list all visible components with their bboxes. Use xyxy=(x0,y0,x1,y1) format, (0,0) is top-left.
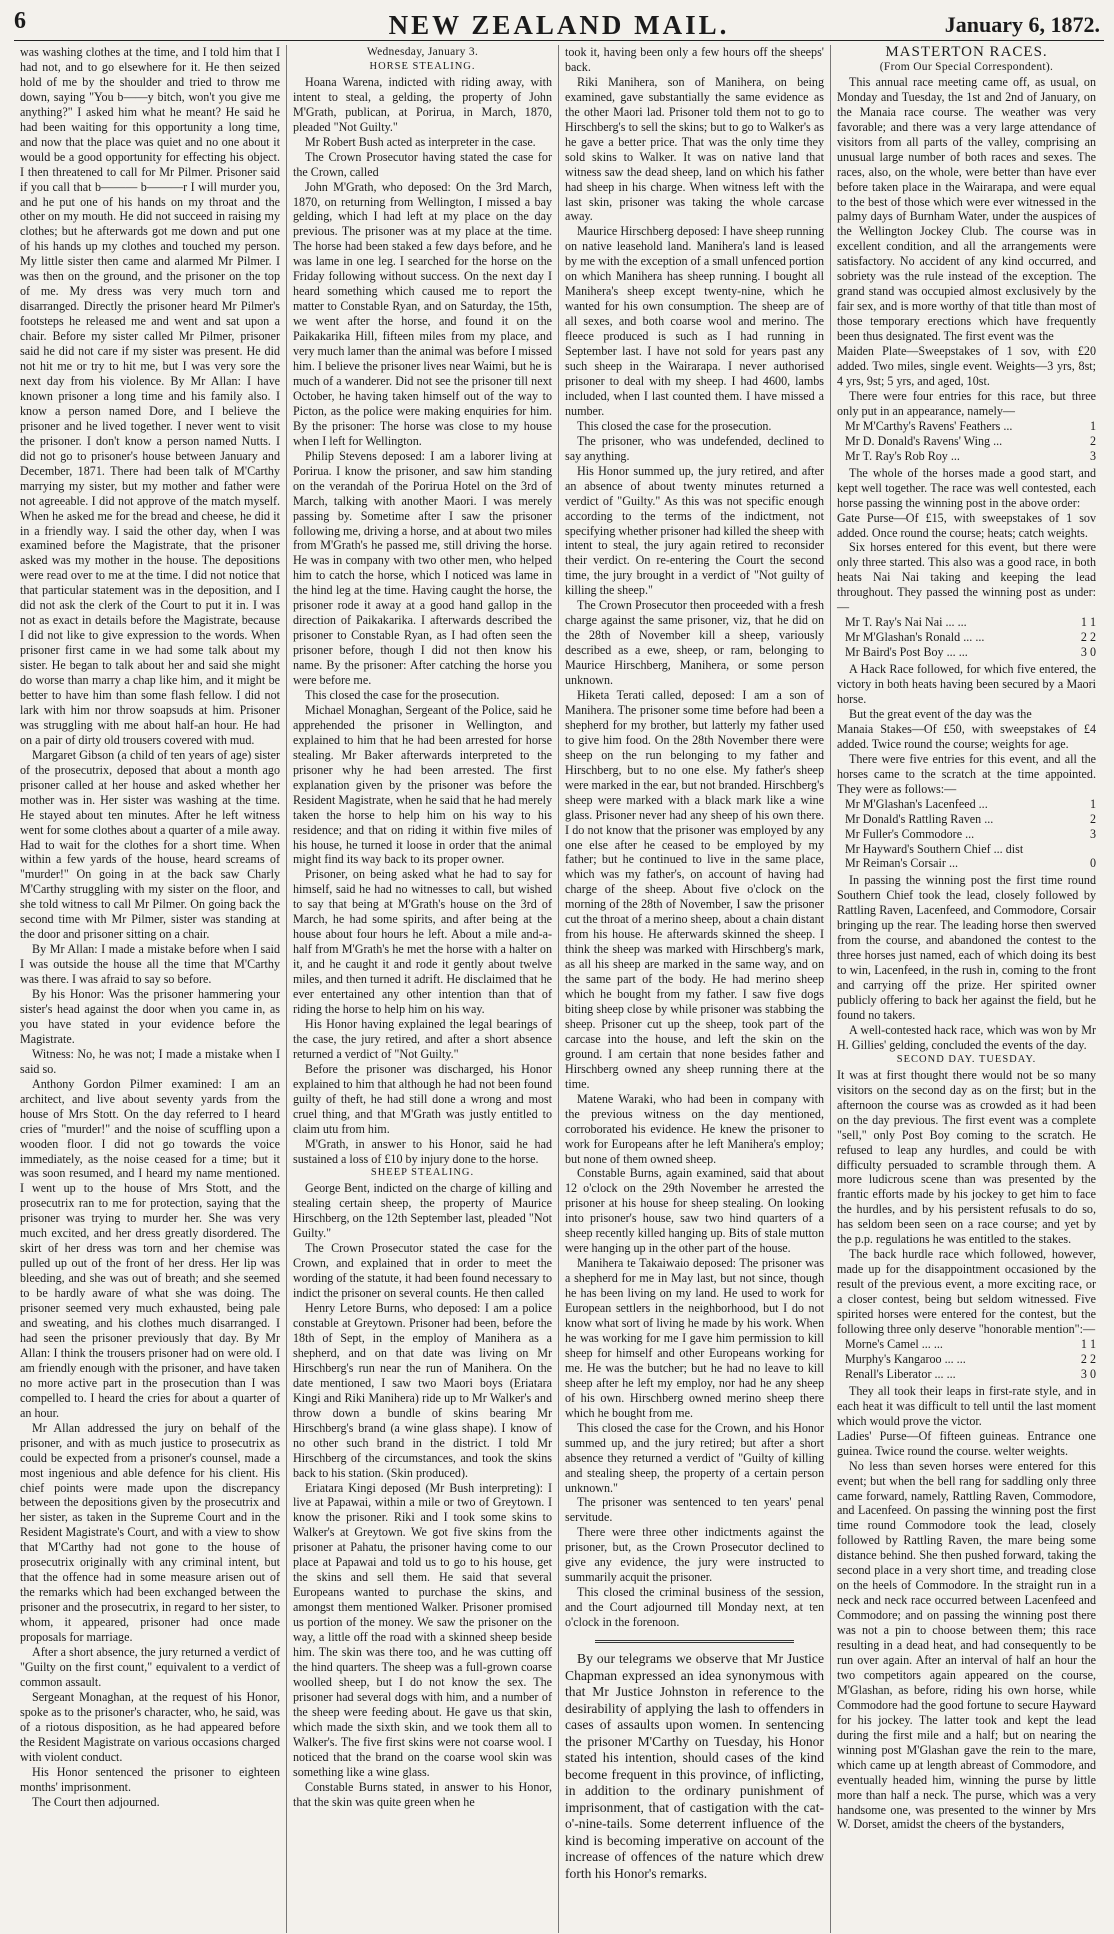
race-description: Gate Purse—Of £15, with sweepstakes of 1 sov added. Once round the course; heats; catch weights. xyxy=(837,510,1096,540)
article-paragraph: Before the prisoner was discharged, his Honor explained to him that although he had not been found guilty of theft, he had still done a wrong and most cruel thing, and that M'Grath was justly entitled to claim utu from him. xyxy=(293,1061,552,1136)
article-paragraph: The prisoner was sentenced to ten years' penal servitude. xyxy=(565,1495,824,1525)
result-row xyxy=(837,1367,1096,1382)
result-row xyxy=(837,630,1096,645)
horse-name: Murphy's Kangaroo ... ... xyxy=(845,1351,966,1366)
maiden-results xyxy=(837,419,1096,464)
article-paragraph: was washing clothes at the time, and I told him that I had not, and to go elsewhere for it. He then seized hold of me by the shoulder and tried to throw me down, saying "You b——y bitch, won't you give me anything?" I asked him what he meant? He said he had been waiting for this opportunity a long time, and now that the place was quiet and no one about it would be a good opportunity for effecting his object. I then threatened to call for Mr Pilmer. Prisoner said if you call that b——— b———r I will murder you, and he put one of his hands on my throat and the other on my mouth. He did not succeed in raising my clothes; but he afterwards got me down and put one of his hands up my clothes and touched my person. My little sister then came and alarmed Mr Pilmer. I was then on the ground, and the prisoner on the top of me. My dress was very much torn and disarranged. Directly the prisoner heard Mr Pilmer's footsteps he released me and went and sat upon a chair. Before my sister called Mr Pilmer, prisoner said he did not care if my sister was present. He did not hit me or try to hit me, but I was very sore the next day from his violence. By Mr Allan: I have known prisoner a long time and his family also. I know a person named Dore, and I believe the prisoner and he lived together. I never went to visit the prisoner. I don't know a person named Nutts. I did not go to prisoner's house between January and December, 1871. There had been talk of M'Carthy marrying my sister, but my mother and father were not agreeable. I did not approve of the match myself. When he asked me for the bread and cheese, he did it in a friendly way. I said the other day, when I was examined before the Magistrate, that the prisoner asked was my mother in the house. The depositions were read over to me at the time. I did not notice that that particular statement was in the deposition, and I did not ask the clerk of the Court to put it in. I was not as exact in details before the Magistrate, because I did not like to give expression to the words. When prisoner first came in we had some talk about my sister. He began to talk about her and said she might do worse than marry a chap like him, and it might be better to have him than some flash fellow. I did not lark with him nor throw soapsuds at him. Prisoner was struggling with me about half-an hour. He had on a pair of dirty old trousers covered with mud. xyxy=(20,45,280,747)
result-row xyxy=(837,827,1096,842)
placing: 0 xyxy=(1089,856,1096,871)
article-paragraph: No less than seven horses were entered for this event; but when the bell rang for saddling only three came forward, namely, Rattling Raven, Commodore, and Lacenfeed. On passing the winning post the first time round Commodore took the lead, closely followed by Rattling Raven, the mare being some distance behind. She then pushed forward, taking the second place in a very short time, and treading close on the heels of Commodore. In the straight run in a neck and neck race occurred between Lacenfeed and Commodore; and on passing the winning post there was not a pin to choose between them; this race resulting in a dead heat, and had consequently to be run over again. After an interval of half an hour the two competitors again appeared on the course, M'Glashan, as before, riding his own horse, while Commodore had the good fortune to secure Hayward for his jockey. The latter took and kept the lead during the first mile and a half; but on nearing the winning post M'Glashan gave the rein to the mare, which came up at length abreast of Commodore, and eventually headed him, winning the purse by little more than half a neck. The purse, which was a very handsome one, was presented to the winner by Mrs W. Dorset, amidst the cheers of the bystanders, xyxy=(837,1458,1096,1832)
race-description: Manaia Stakes—Of £50, with sweepstakes of £4 added. Twice round the course; weights for age. xyxy=(837,721,1096,751)
article-paragraph: His Honor having explained the legal bearings of the case, the jury retired, and after a short absence returned a verdict of "Not Guilty." xyxy=(293,1016,552,1061)
placing: 2 xyxy=(1089,433,1096,448)
article-paragraph: The prisoner, who was undefended, declined to say anything. xyxy=(565,433,824,463)
article-paragraph: Hoana Warena, indicted with riding away, with intent to steal, a gelding, the property of John M'Grath, publican, at Porirua, in March, 1870, pleaded "Not Guilty." xyxy=(293,74,552,134)
article-paragraph: Witness: No, he was not; I made a mistake when I said so. xyxy=(20,1046,280,1076)
hurdle-results xyxy=(837,1337,1096,1382)
columns xyxy=(14,45,1104,1933)
placing: 1 1 xyxy=(1080,615,1096,630)
horse-name: Mr T. Ray's Nai Nai ... ... xyxy=(845,615,967,630)
section-heading-horse-stealing: HORSE STEALING. xyxy=(369,60,476,72)
correspondent-line: (From Our Special Correspondent). xyxy=(879,60,1054,73)
article-paragraph: Hiketa Terati called, deposed: I am a son of Manihera. The prisoner some time before had been a shepherd for my brother, but latterly my father used to give him food. On the 28th November there were sheep on the run belonging to my father and Hirschberg, but to no one else. My father's sheep were marked in the ear, but not branded. Hirschberg's sheep were marked with a black mark like a wine glass. Prisoner never had any sheep of his own there. I do not know that the prisoner was employed by any one else after he ceased to be employed by my father; but he continued to live in the same place, which was my father's, on account of having had charge of the sheep. About five o'clock on the morning of the 28th of November, I saw the prisoner cut the throat of a merino sheep, about a chain distant from his house. He afterwards skinned the sheep. I think the sheep was marked with Hirschberg's mark, as all his sheep are marked in the same way, and on the same part of the body. He had merino sheep which he bought from my father. I saw five dogs biting sheep close by while prisoner was stabbing the sheep. Prisoner cut up the sheep, took part of the carcase into the house, and left the skin on the ground. I am certain that none besides father and Hirschberg owned any sheep running there at the time. xyxy=(565,687,824,1091)
article-paragraph: Constable Burns, again examined, said that about 12 o'clock on the 29th November he arrested the prisoner at his house for sheep stealing. On looking into prisoner's house, saw two hind quarters of a sheep recently killed hanging up. Bits of stale mutton were hanging up in the other part of the house. xyxy=(565,1166,824,1256)
horse-name: Mr M'Glashan's Lacenfeed ... xyxy=(845,796,988,811)
column-2 xyxy=(286,45,558,1933)
article-paragraph: There were five entries for this event, and all the horses came to the scratch at the time appointed. They were as follows:— xyxy=(837,751,1096,796)
article-paragraph: took it, having been only a few hours off the sheeps' back. xyxy=(565,45,824,74)
article-paragraph: Eriatara Kingi deposed (Mr Bush interpreting): I live at Papawai, within a mile or two of Greytown. I know the prisoner. Riki and I took some skins to Walker's at Greytown. We got five skins from the prisoner at Pahatu, the prisoner having come to our place at Papawai and told us to go to his house, get the skins and sell them. He said that several Europeans wanted to purchase the skins, and amongst them mentioned Walker. Prisoner promised us portion of the money. We saw the prisoner on the way, a little off the road with a skinned sheep beside him. The skin was there too, and he was cutting off the hind quarters. The sheep was a full-grown coarse woolled sheep, but I do not know the sex. The prisoner had several dogs with him, and a number of the sheep were feeding about. He gave us that skin, which made the sixth skin, and we took them all to Walker's. The five first skins were not coarse wool. I noticed that the brand on the coarse wool skin was something like a wine glass. xyxy=(293,1480,552,1779)
result-row xyxy=(837,615,1096,630)
placing: 3 0 xyxy=(1080,1366,1096,1381)
article-paragraph: Michael Monaghan, Sergeant of the Police, said he apprehended the prisoner in Wellington, and explained to him that he had been arrested for horse stealing. Mr Baker afterwards interpreted to the prisoner why he had been arrested. The first explanation given by the prisoner was before the Resident Magistrate, when he said that he had merely taken the horse to help him on his way to his residence; and that on riding it within five miles of his house, he turned it loose in order that the animal might find its way back to its proper owner. xyxy=(293,702,552,867)
article-paragraph: Mr Robert Bush acted as interpreter in the case. xyxy=(305,134,536,149)
article-paragraph: Six horses entered for this event, but there were only three started. This also was a good race, in both heats Nai Nai taking and keeping the lead throughout. They passed the winning post as under:— xyxy=(837,540,1096,615)
article-paragraph: By Mr Allan: I made a mistake before when I said I was outside the house all the time that M'Carthy was there. I was afraid to say so before. xyxy=(20,942,280,987)
second-day-heading: SECOND DAY. TUESDAY. xyxy=(896,1053,1037,1065)
article-paragraph: This closed the case for the prosecution. xyxy=(577,418,772,433)
placing: 3 xyxy=(1089,448,1096,463)
placing: 2 2 xyxy=(1080,630,1096,645)
result-row xyxy=(837,812,1096,827)
result-row xyxy=(837,419,1096,434)
horse-name: Mr Donald's Rattling Raven ... xyxy=(845,811,994,826)
section-divider xyxy=(595,1640,794,1643)
result-row xyxy=(837,645,1096,660)
horse-name: Mr Baird's Post Boy ... ... xyxy=(845,645,968,660)
article-paragraph: Philip Stevens deposed: I am a laborer living at Porirua. I know the prisoner, and saw him standing on the verandah of the Porirua Hotel on the 3rd of March, talking with another Maori. I was merely passing by. Sometime after I saw the prisoner following me, driving a horse, and at about two miles from M'Grath's he passed me, still driving the horse. He was in company with two other men, who helped him to catch the horse, which I noticed was lame in the hind leg at the time. Having caught the horse, the prisoner rode it away at a good hand gallop in the direction of Paikakarika. I afterwards described the prisoner to Constable Ryan, as I had often seen the prisoner before, though I did not then know his name. By the prisoner: After catching the horse you were before me. xyxy=(293,448,552,688)
horse-name: Mr M'Carthy's Ravens' Feathers ... xyxy=(845,418,1013,433)
article-paragraph: This closed the case for the Crown, and his Honor summed up, and the jury retired; but after a short absence they returned a verdict of "Guilty of killing and stealing sheep, the property of a certain person unknown." xyxy=(565,1420,824,1495)
article-paragraph: A Hack Race followed, for which five entered, the victory in both heats having been secured by a Maori horse. xyxy=(837,662,1096,706)
masthead xyxy=(14,6,1104,41)
article-paragraph: Constable Burns stated, in answer to his Honor, that the skin was quite green when he xyxy=(293,1779,552,1809)
article-paragraph: Manihera te Takaiwaio deposed: The prisoner was a shepherd for me in May last, but not since, though he has been living on my land. He used to work for European settlers in the neighborhood, but I do not know what sort of living he made by his work. When he was working for me I gave him permission to kill sheep for himself and other Europeans working for me. He was the butcher; but he had no leave to kill sheep after he left my employ, nor had he any sheep of his own. Hirschberg owned merino sheep there which he bought from me. xyxy=(565,1256,824,1420)
article-paragraph: Prisoner, on being asked what he had to say for himself, said he had no witnesses to call, but wished to say that being at M'Grath's house on the 3rd of March, he had some spirits, and after being at the house about four hours he left. About a mile and-a-half from M'Grath's he met the horse with a halter on it, and he caught it and rode it gently about twelve miles, and then turned it adrift. He disclaimed that he ever entertained any other intention than that of riding the horse to help him on his way. xyxy=(293,867,552,1016)
article-paragraph: Anthony Gordon Pilmer examined: I am an architect, and live about seventy yards from the house of Mrs Stott. On the day referred to I heard cries of "murder!" and the noise of scuffling upon a wooden floor. I did not go towards the voice immediately, as the noise ceased for a time; but it was soon resumed, and I heard my name mentioned. I went up to the house of Mrs Stott, and the prosecutrix ran to me for protection, saying that the prisoner was trying to murder her. She was very much excited, and her dress greatly disordered. The skirt of her dress was torn and her chemise was pulled up out of the front of her dress. Her lip was bleeding, and she was out of breath; and she seemed to be hardly aware of what she was doing. The prisoner seemed very much exhausted, being pale and sweating, and his clothes much disarranged. I had seen the prisoner previously that day. By Mr Allan: I think the trousers prisoner had on were old. I am friendly enough with the prisoner, and have taken no more active part in the prosecution than I was compelled to. I heard the cries for about a quarter of an hour. xyxy=(20,1076,280,1420)
placing: 1 xyxy=(1089,796,1096,811)
horse-name: Mr D. Donald's Ravens' Wing ... xyxy=(845,433,1003,448)
article-paragraph: His Honor summed up, the jury retired, and after an absence of about twenty minutes returned a verdict of "Guilty." As this was not specific enough according to the terms of the indictment, not specifying whether prisoner had killed the sheep with intent to steal, the jury again retired to reconsider their verdict. On re-entering the Court the second time, the jury brought in a verdict of "Not guilty of killing the sheep." xyxy=(565,463,824,598)
article-paragraph: The Crown Prosecutor having stated the case for the Crown, called xyxy=(293,149,552,179)
placing: 1 xyxy=(1089,418,1096,433)
result-row xyxy=(837,797,1096,812)
newspaper-title: NEW ZEALAND MAIL. xyxy=(388,10,730,40)
column-1 xyxy=(14,45,286,1933)
article-paragraph: Henry Letore Burns, who deposed: I am a police constable at Greytown. Prisoner had been, before the 18th of Sept, in the employ of Manihera as a shepherd, and on that date was living on Mr Hirschberg's run near the run of Manihera. On the date mentioned, I saw two Maori boys (Eriatara Kingi and Riki Manihera) ride up to Mr Walker's and throw down a bundle of skins bearing Mr Hirschberg's brand (a wine glass shape). I know of no other such brand in the district. I told Mr Hirschberg of the circumstances, and took the skins back to his station. (Skin produced). xyxy=(293,1301,552,1480)
article-paragraph: The Crown Prosecutor then proceeded with a fresh charge against the same prisoner, viz, that he did on the 28th of November kill a sheep, variously described as a ewe, sheep, or ram, belonging to Maurice Hirschberg, Manihera, or some person unknown. xyxy=(565,598,824,688)
result-row xyxy=(837,434,1096,449)
article-paragraph: Mr Allan addressed the jury on behalf of the prisoner, and with as much justice to prosecutrix as could be expected from a prisoner's counsel, made a most ingenious and able defence for his client. His chief points were made upon the discrepancy between the depositions given by the prosecutrix and her sister, as taken in the Supreme Court and in the Resident Magistrate's Court, and with a view to show that M'Carthy had not gone to the house of prosecutrix originally with any criminal intent, but that the offence had in some measure arisen out of the remarks which had been exchanged between the prisoner and the prosecutrix, in regard to her sister, to whom, it appeared, prisoner had once made proposals for marriage. xyxy=(20,1420,280,1645)
race-description: Maiden Plate—Sweepstakes of 1 sov, with £20 added. Two miles, single event. Weights—3 yrs, 8st; 4 yrs, 9st; 5 yrs, and aged, 10st. xyxy=(837,344,1096,388)
column-4 xyxy=(830,45,1102,1933)
horse-name: Mr M'Glashan's Ronald ... ... xyxy=(845,630,985,645)
section-heading-sheep-stealing: SHEEP STEALING. xyxy=(370,1167,475,1179)
result-row xyxy=(837,1352,1096,1367)
page-number: 6 xyxy=(14,8,26,34)
horse-name: Morne's Camel ... ... xyxy=(845,1336,943,1351)
column-3 xyxy=(558,45,830,1933)
gate-purse-results xyxy=(837,615,1096,660)
article-paragraph: His Honor sentenced the prisoner to eighteen months' imprisonment. xyxy=(20,1764,280,1794)
article-title: MASTERTON RACES. xyxy=(885,45,1048,60)
result-row xyxy=(837,856,1096,871)
article-paragraph: This annual race meeting came off, as usual, on Monday and Tuesday, the 1st and 2nd of January, on the Manaia race course. The weather was very favorable; and there was a very large attendance of visitors from all parts of the valley, comprising an unusual large number of both races and sexes. The races, also, on the whole, were better than have ever before taken place in the Wairarapa, and were equal to the best of those which were ever witnessed in the palmy days of Burnham Water, under the auspices of the Wellington Jockey Club. The course was in excellent condition, and all the arrangements were satisfactory. No accident of any kind occurred, and sobriety was the rule instead of the exception. The grand stand was occupied almost exclusively by the fair sex, and is more worthy of that title than most of those temporary erections which have frequently been thus designated. The first event was the xyxy=(837,74,1096,344)
horse-name: Mr Fuller's Commodore ... xyxy=(845,826,975,841)
placing: 2 xyxy=(1089,811,1096,826)
result-row xyxy=(837,449,1096,464)
article-paragraph: Margaret Gibson (a child of ten years of age) sister of the prosecutrix, deposed that about a month ago prisoner called at her house and asked whether her mother was in. Her sister was washing at the time. He stayed about ten minutes. After he left witness went for some clothes about a quarter of a mile away. Had to wait for the clothes for a short time. When within a few yards of the house, heard screams of "murder!" On going in at the back saw Charly M'Carthy struggling with my sister on the floor, and she told witness to call Mr Pilmer. On going back the second time with Mr Pilmer, sister was standing at the door and prisoner sitting on a chair. xyxy=(20,747,280,942)
article-paragraph: Sergeant Monaghan, at the request of his Honor, spoke as to the prisoner's character, who, he said, was of a riotous disposition, as he had appeared before the Resident Magistrate on various occasions charged with violent conduct. xyxy=(20,1689,280,1764)
manaia-stakes-results xyxy=(837,797,1096,872)
article-paragraph: The Court then adjourned. xyxy=(32,1794,160,1809)
race-description: Ladies' Purse—Of fifteen guineas. Entrance one guinea. Twice round the course. welter weights. xyxy=(837,1428,1096,1458)
horse-name: Renall's Liberator ... ... xyxy=(845,1366,956,1381)
article-paragraph: There were three other indictments against the prisoner, but, as the Crown Prosecutor declined to give any evidence, the jury were instructed to summarily acquit the prisoner. xyxy=(565,1525,824,1585)
dateline: Wednesday, January 3. xyxy=(366,46,479,58)
article-paragraph: The back hurdle race which followed, however, made up for the disappointment occasioned by the result of the previous event, a more exciting race, or a closer contest, being but seldom witnessed. Five spirited horses were entered for the contest, but the following three only deserve "honorable mention":— xyxy=(837,1247,1096,1337)
article-paragraph: John M'Grath, who deposed: On the 3rd March, 1870, on returning from Wellington, I missed a bay gelding, which I had left at my place on the day previous. The prisoner was at my place at the time. The horse had been staked a few days before, and he was lame in one leg. I searched for the horse on the Friday following without success. On the next day I heard something which caused me to report the matter to Constable Ryan, and on Saturday, the 15th, we went after the horse, and found it on the Paikakarika Hill, fifteen miles from my place, and very much lamer than the animal was before I missed him. I believe the prisoner lives near Waimi, but he is much of a wanderer. Did not see the prisoner till next October, he having taken himself out of the way to Picton, as the police were making enquiries for him. By the prisoner: The horse was close to my house when I left for Wellington. xyxy=(293,179,552,448)
placing xyxy=(1070,842,1096,857)
editorial-paragraph: By our telegrams we observe that Mr Justice Chapman expressed an idea synonymous with that Mr Justice Johnston in reference to the desirability of applying the lash to offenders in cases of assaults upon women. In sentencing the prisoner M'Carthy on Tuesday, his Honor stated his intention, should cases of the kind become frequent in this province, of inflicting, in addition to the ordinary punishment of imprisonment, that of castigation with the cat-o'-nine-tails. Some deterrent influence of the kind is becoming imperative on account of the increase of offences of the nature which drew forth his Honor's remarks. xyxy=(565,1651,824,1881)
article-paragraph: This closed the criminal business of the session, and the Court adjourned till Monday next, at ten o'clock in the forenoon. xyxy=(565,1585,824,1630)
article-paragraph: George Bent, indicted on the charge of killing and stealing certain sheep, the property of Maurice Hirschberg, on the 12th September last, pleaded "Not Guilty." xyxy=(293,1181,552,1241)
article-paragraph: Maurice Hirschberg deposed: I have sheep running on native leasehold land. Manihera's land is leased by me with the exception of a small unfenced portion on which Manihera has sheep running. I bought all Manihera's sheep except twenty-nine, which he wanted for his own consumption. The sheep are of all sexes, and both coarse wool and merino. The fleece produced is such as I had running in September last. I have not sold for years past any such sheep in the Wairarapa. I never authorised prisoner to deal with my sheep. I had 4600, lambs included, when I last counted them. I have missed a number. xyxy=(565,224,824,418)
article-paragraph: A well-contested hack race, which was won by Mr H. Gillies' gelding, concluded the events of the day. xyxy=(837,1022,1096,1052)
article-paragraph: After a short absence, the jury returned a verdict of "Guilty on the first count," equivalent to a verdict of common assault. xyxy=(20,1644,280,1689)
placing: 3 xyxy=(1089,826,1096,841)
article-paragraph: Matene Waraki, who had been in company with the previous witness on the day mentioned, corroborated his evidence. He knew the prisoner to work for Europeans after he left Manihera's employ; but none of them owned sheep. xyxy=(565,1091,824,1166)
issue-date: January 6, 1872. xyxy=(944,12,1100,37)
horse-name: Mr Hayward's Southern Chief ... dist xyxy=(845,841,1024,856)
result-row xyxy=(837,1337,1096,1352)
article-paragraph: M'Grath, in answer to his Honor, said he had sustained a loss of £10 by injury done to the horse. xyxy=(293,1136,552,1166)
placing: 2 2 xyxy=(1080,1351,1096,1366)
placing: 3 0 xyxy=(1080,645,1096,660)
article-paragraph: Riki Manihera, son of Manihera, on being examined, gave substantially the same evidence as the other Maori lad. Prisoner told them not to go to Hirschberg's to sell the skins; but to go to Walker's as he gave a better price. That was the only time they sold skins to Walker. It was on native land that witness saw the dead sheep, land on which his father had sheep in his charge. When witness left with the last skin, prisoner was taking the whole carcase away. xyxy=(565,74,824,224)
article-paragraph: The Crown Prosecutor stated the case for the Crown, and explained that in order to meet the wording of the statute, it had been found necessary to indict the prisoner on several counts. He then called xyxy=(293,1241,552,1301)
article-paragraph: But the great event of the day was the xyxy=(849,706,1032,721)
article-paragraph: The whole of the horses made a good start, and kept well together. The race was well contested, each horse passing the winning post in the above order: xyxy=(837,465,1096,510)
article-paragraph: There were four entries for this race, but three only put in an appearance, namely— xyxy=(837,388,1096,418)
horse-name: Mr T. Ray's Rob Roy ... xyxy=(845,448,960,463)
article-paragraph: In passing the winning post the first time round Southern Chief took the lead, closely followed by Rattling Raven, Lacenfeed, and Commodore, Corsair bringing up the rear. The leading horse then swerved from the course, and abandoned the contest to the three horses just named, each of which doing its best to win, Lacenfeed, in the rush in, coming to the front and carrying off the prize. Her spirited owner publicly offering to back her against the field, but he found no takers. xyxy=(837,873,1096,1022)
article-paragraph: It was at first thought there would not be so many visitors on the second day as on the first; but in the afternoon the course was as crowded as it had been on the day previous. The first event was a complete "sell," only Post Boy coming to the scratch. He refused to leap any hurdles, and could be with difficulty persuaded to scramble through them. A more ludicrous scene than was presented by the frantic efforts made by his jockey to get him to face the hurdles, and by his persistent refusals to do so, has seldom been seen on a race course; and yet by the p.p. regulations he was entitled to the stakes. xyxy=(837,1067,1096,1247)
article-paragraph: By his Honor: Was the prisoner hammering your sister's head against the door when you came in, as you have stated in your evidence before the Magistrate. xyxy=(20,987,280,1046)
horse-name: Mr Reiman's Corsair ... xyxy=(845,856,959,871)
article-paragraph: They all took their leaps in first-rate style, and in each heat it was difficult to tell until the last moment which would prove the victor. xyxy=(837,1383,1096,1428)
placing: 1 1 xyxy=(1080,1336,1096,1351)
article-paragraph: This closed the case for the prosecution. xyxy=(305,687,500,702)
result-row xyxy=(837,842,1096,857)
